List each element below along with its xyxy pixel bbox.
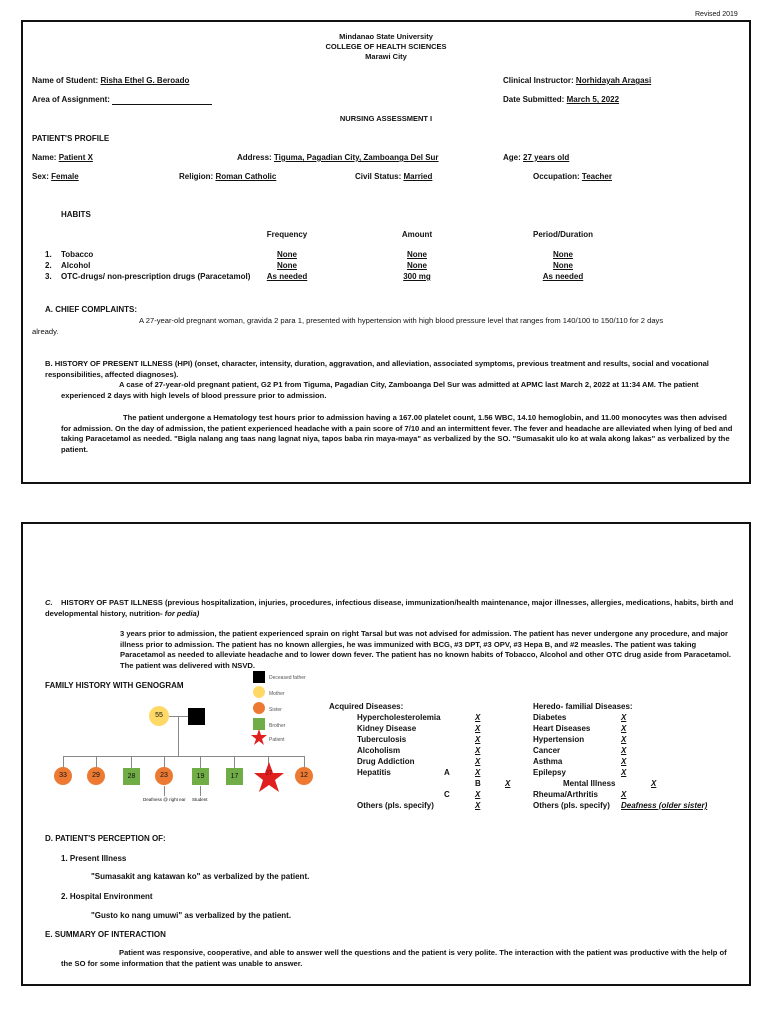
past-illness-letter: C.: [45, 598, 53, 607]
past-illness-title: HISTORY OF PAST ILLNESS (previous hospitalization, injuries, procedures, infectious disease, immunization/health maintenance, major illnesses, allergies, medications, habits, birth and developmental history, nutrition-: [45, 598, 734, 618]
page-1: [21, 20, 751, 484]
child-connector: [200, 756, 201, 768]
acquired-label: Drug Addiction: [357, 757, 415, 766]
instructor-row: [503, 76, 651, 86]
mental-illness-mark: X: [651, 779, 657, 788]
mother-node: 55: [149, 706, 169, 726]
revised-label: Revised 2019: [695, 11, 738, 18]
civil-value: Married: [403, 172, 433, 181]
brother-node: 28: [123, 768, 140, 785]
acquired-label: Hypercholesterolemia: [357, 713, 441, 722]
profile-heading: PATIENT'S PROFILE: [32, 134, 110, 143]
habit-period: As needed: [542, 272, 584, 281]
student-value: Risha Ethel G. Beroado: [100, 76, 190, 85]
age-label: Age:: [503, 153, 521, 162]
occupation-row: [533, 172, 612, 182]
acquired-others-label: Others (pls. specify): [357, 801, 434, 810]
habit-amount: 300 mg: [403, 272, 431, 281]
university-name: Mindanao State University: [339, 32, 433, 41]
heredo-mark: X: [621, 724, 627, 733]
past-illness-heading: [45, 598, 737, 619]
instructor-label: Clinical Instructor:: [503, 76, 574, 85]
legend-label: Patient: [269, 737, 285, 743]
form-title: NURSING ASSESSMENT I: [339, 114, 433, 123]
acquired-label: Kidney Disease: [357, 724, 417, 733]
sister-node: 29: [87, 767, 105, 785]
legend-red-star-icon: [251, 729, 267, 745]
habit-label: Alcohol: [61, 261, 91, 270]
area-row: [32, 95, 212, 105]
heredo-others-label: Others (pls. specify): [533, 801, 610, 810]
deafness-arrow: [164, 786, 165, 796]
heredo-label: Cancer: [533, 746, 561, 755]
perception-heading: D. PATIENT'S PERCEPTION OF:: [45, 834, 166, 843]
heredo-mark: X: [621, 735, 627, 744]
heredo-mark: X: [621, 757, 627, 766]
habit-frequency: None: [277, 250, 297, 259]
sex-row: [32, 172, 79, 182]
brother-node: 19: [192, 768, 209, 785]
habit-label: OTC-drugs/ non-prescription drugs (Paracetamol): [61, 272, 251, 281]
address-value: Tiguma, Pagadian City, Zamboanga Del Sur: [273, 153, 439, 162]
legend-orange-circle-icon: [253, 702, 265, 714]
chief-heading: A. CHIEF COMPLAINTS:: [45, 305, 137, 314]
religion-value: Roman Catholic: [215, 172, 277, 181]
present-illness-heading: 1. Present Illness: [61, 854, 127, 863]
acquired-label: Alcoholism: [357, 746, 401, 755]
hepatitis-b-mark: X: [505, 779, 511, 788]
legend-black-square-icon: [253, 671, 265, 683]
acquired-mark: X: [475, 713, 481, 722]
chief-line-2: already.: [32, 327, 59, 336]
acquired-mark: X: [475, 746, 481, 755]
col-period: Period/Duration: [532, 230, 593, 239]
occupation-value: Teacher: [581, 172, 612, 181]
name-row: [32, 153, 93, 163]
heredo-label: Heart Diseases: [533, 724, 591, 733]
past-illness-paragraph: 3 years prior to admission, the patient experienced sprain on right Tarsal but was not advised for admission. The patient has never undergone any procedure, and major illness prior to admission. The patient has no known allergies, he was immunized with BCG, #3 DPT, #3 OPV, #3 Hepa B, and #2 measles. The patient was taking Paracetamol as needed to alleviate headache and to lower down fever. The patient has no known habits of Tobacco, Alcohol and other OTC drug aside from Paracetamol. The patient was delivered with NSVD.: [120, 629, 732, 670]
child-connector: [234, 756, 235, 768]
page-2: [21, 522, 751, 986]
summary-paragraph: Patient was responsive, cooperative, and able to answer well the questions and the patient is very polite. The interaction with the patient was productive with the help of the SO for some information that the patient was unable to answer.: [61, 948, 727, 968]
date-row: [503, 95, 619, 105]
age-value: 27 years old: [523, 153, 570, 162]
habit-period: None: [553, 261, 573, 270]
acquired-mark: X: [475, 757, 481, 766]
acquired-mark: X: [475, 724, 481, 733]
hepatitis-b-label: B: [475, 779, 481, 788]
present-illness-quote: "Sumasakit ang katawan ko" as verbalized by the patient.: [91, 872, 310, 881]
legend-label: Brother: [269, 723, 286, 729]
heredo-mark: X: [621, 713, 627, 722]
sex-value: Female: [51, 172, 79, 181]
hepatitis-c-label: C: [444, 790, 450, 799]
student-row: [32, 76, 189, 86]
religion-row: [179, 172, 276, 182]
heredo-label: Hypertension: [533, 735, 585, 744]
habit-amount: None: [407, 250, 427, 259]
acquired-mark: X: [475, 768, 481, 777]
habit-num: 3.: [45, 272, 52, 281]
college-name: COLLEGE OF HEALTH SCIENCES: [325, 42, 447, 51]
student-arrow: [200, 786, 201, 796]
student-note: Student: [192, 797, 208, 802]
civil-label: Civil Status:: [355, 172, 402, 181]
brother-node: 17: [226, 768, 243, 785]
legend-label: Deceased father: [269, 675, 306, 681]
hospital-environment-heading: 2. Hospital Environment: [61, 892, 153, 901]
hpi-heading: B. HISTORY OF PRESENT ILLNESS (HPI) (onset, character, intensity, duration, aggravation, and alleviation, associated symptoms, previous treatment and results, social and vocational responsibilities, affected diagnoses).: [45, 359, 709, 379]
patient-age: 27: [265, 771, 273, 777]
date-label: Date Submitted:: [503, 95, 565, 104]
rheuma-mark: X: [621, 790, 627, 799]
child-connector: [131, 756, 132, 768]
heredo-others-value: Deafness (older sister): [621, 801, 708, 810]
heredo-label: Epilepsy: [533, 768, 566, 777]
col-frequency: Frequency: [266, 230, 308, 239]
habit-frequency: None: [277, 261, 297, 270]
religion-label: Religion:: [179, 172, 214, 181]
heredo-heading: Heredo- familial Diseases:: [533, 702, 633, 711]
student-label: Name of Student:: [32, 76, 99, 85]
heredo-mark: X: [621, 746, 627, 755]
descent-line: [178, 716, 179, 756]
acquired-label: Tuberculosis: [357, 735, 407, 744]
past-illness-pedia: for pedia): [164, 608, 200, 618]
rheuma-label: Rheuma/Arthritis: [533, 790, 598, 799]
sister-node: 12: [295, 767, 313, 785]
col-amount: Amount: [401, 230, 433, 239]
genogram-heading: FAMILY HISTORY WITH GENOGRAM: [45, 681, 184, 690]
city-name: Marawi City: [365, 52, 407, 61]
heredo-label: Asthma: [533, 757, 563, 766]
address-row: [237, 153, 439, 163]
legend-label: Sister: [269, 707, 282, 713]
date-value: March 5, 2022: [566, 95, 620, 104]
occupation-label: Occupation:: [533, 172, 580, 181]
hepatitis-c-mark: X: [475, 790, 481, 799]
acquired-others-mark: X: [475, 801, 481, 810]
sex-label: Sex:: [32, 172, 49, 181]
heredo-mark: X: [621, 768, 627, 777]
legend-yellow-circle-icon: [253, 686, 265, 698]
habit-frequency: As needed: [266, 272, 308, 281]
legend-label: Mother: [269, 691, 285, 697]
hpi-paragraph-2: The patient undergone a Hematology test hours prior to admission having a 167.00 platelet count, 1.56 WBC, 14.10 hemoglobin, and 11.00 monocytes was then advised for admission. On the day of admission, the patient experienced headache with a pain score of 7/10 and an intermittent fever. The fever and headache are alleviated when lying of bed and taking Paracetamol as needed. "Bigla nalang ang taas nang lagnat niya, tapos baba rin maya-maya" as verbalized by the SO. "Sumasakit ulo ko at wala akong lakas" as verbalized by the patient.: [61, 413, 733, 454]
habit-label: Tobacco: [61, 250, 94, 259]
hospital-environment-quote: "Gusto ko nang umuwi" as verbalized by the patient.: [91, 911, 292, 920]
acquired-heading: Acquired Diseases:: [329, 702, 404, 711]
heredo-label: Diabetes: [533, 713, 567, 722]
hpi-paragraph-1: A case of 27-year-old pregnant patient, G2 P1 from Tiguma, Pagadian City, Zamboanga Del Sur was admitted at APMC last March 2, 2022 at 11:34 AM. The patient experienced 2 days with high levels of blood pressure prior to admission.: [61, 380, 699, 400]
summary-heading: E. SUMMARY OF INTERACTION: [45, 930, 166, 939]
habit-num: 2.: [45, 261, 52, 270]
patient-star-icon: [254, 762, 284, 792]
civil-row: [355, 172, 432, 182]
deafness-note: Deafness @ right ear: [143, 797, 186, 802]
habit-amount: None: [407, 261, 427, 270]
name-value: Patient X: [58, 153, 93, 162]
deceased-father-node: [188, 708, 205, 725]
chief-line-1: A 27-year-old pregnant woman, gravida 2 para 1, presented with hypertension with high blood pressure level that ranges from 140/100 to 150/110 for 2 days: [139, 316, 664, 325]
hepatitis-a-label: A: [444, 768, 450, 777]
acquired-label: Hepatitis: [357, 768, 391, 777]
age-row: [503, 153, 569, 163]
acquired-mark: X: [475, 735, 481, 744]
name-label: Name:: [32, 153, 57, 162]
area-label: Area of Assignment:: [32, 95, 110, 104]
habit-num: 1.: [45, 250, 52, 259]
sister-node: 23: [155, 767, 173, 785]
instructor-value: Norhidayah Aragasi: [575, 76, 652, 85]
habit-period: None: [553, 250, 573, 259]
area-blank-line: [112, 96, 212, 105]
address-label: Address:: [237, 153, 272, 162]
sister-node: 33: [54, 767, 72, 785]
mental-illness-label: Mental Illness: [563, 779, 616, 788]
habits-heading: HABITS: [61, 210, 91, 219]
